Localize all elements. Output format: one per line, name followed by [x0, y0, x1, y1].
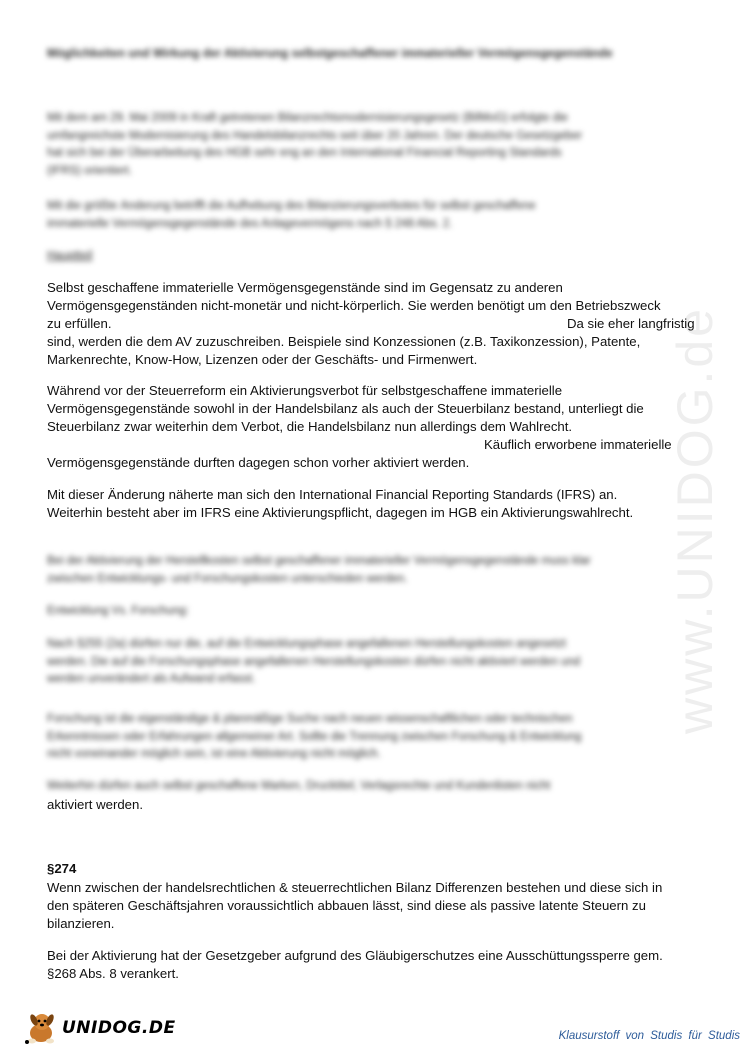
footer-logo [24, 1011, 176, 1045]
text-line: §268 Abs. 8 verankert. [47, 966, 179, 981]
paragraph-tax-reform [47, 382, 707, 472]
text-line: hat sich bei der Überarbeitung des HGB sehr eng an den International Financial Reporting Standards [47, 147, 562, 159]
text-line: Mit dieser Änderung näherte man sich den International Financial Reporting Standards (IFRS) an. [47, 487, 618, 502]
text-line: Markenrechte, Know-How, Lizenzen oder der Geschäfts- und Firmenwert. [47, 352, 478, 367]
text-line: immaterielle Vermögensgegenstände des Anlagevermögens nach § 248 Abs. 2. [47, 217, 453, 230]
text-line: Vermögensgegenstände sowohl in der Handelsbilanz als auch der Steuerbilanz bestand, unterliegt die [47, 401, 644, 416]
paragraph-blurred-research [47, 711, 707, 764]
text-line: zwischen Entwicklungs- und Forschungskosten unterschieden werden. [47, 572, 408, 585]
text-line: werden. Die auf die Forschungsphase angefallenen Herstellungskosten dürfen nicht aktiviert werden und [47, 655, 581, 668]
dog-mascot-icon [24, 1011, 60, 1045]
watermark-text: www.UNIDOG.de [667, 306, 723, 734]
footer-tagline: Klausurstoff von Studis für Studis [558, 1030, 740, 1042]
text-line: Mit dem am 29. Mai 2009 in Kraft getretenen Bilanzrechtsmodernisierungsgesetz (BilMoG) erfolgte die [47, 112, 568, 124]
text-line: den späteren Geschäftsjahren voraussichtlich abbauen lässt, sind diese als passive latente Steuern zu [47, 898, 646, 913]
text-line: werden unverändert als Aufwand erfasst. [47, 673, 256, 685]
text-line: Mit die größte Änderung betrifft die Aufhebung des Bilanzierungsverbotes für selbst geschaffene [47, 200, 536, 212]
intro-paragraph-blurred [47, 110, 707, 180]
paragraph-blurred-brands: Weiterhin dürfen auch selbst geschaffene Marken, Drucktitel, Verlagsrechte und Kundenlisten nicht [47, 780, 551, 792]
text-line: Forschung ist die eigenständige & planmäßige Suche nach neuen wissenschaftlichen oder technischen [47, 713, 573, 725]
subheading-blurred: Entwicklung Vs. Forschung: [47, 605, 189, 617]
intro-paragraph2-blurred [47, 198, 707, 233]
text-line: Bei der Aktivierung hat der Gesetzgeber aufgrund des Gläubigerschutzes eine Ausschüttungssperre gem. [47, 948, 663, 963]
text-line: (IFRS) orientiert. [47, 164, 132, 177]
text-line: Wenn zwischen der handelsrechtlichen & steuerrechtlichen Bilanz Differenzen bestehen und diese sich in [47, 880, 663, 895]
text-line: sind, werden die dem AV zuzuschreiben. Beispiele sind Konzessionen (z.B. Taxikonzession), Patente, [47, 334, 641, 349]
text-line: nicht voneinander möglich sein, ist eine Aktivierung nicht möglich. [47, 748, 381, 760]
text-line: Vermögensgegenständen nicht-monetär und nicht-körperlich. Sie werden benötigt um den Betriebszweck [47, 298, 661, 313]
paragraph-ifrs [47, 486, 707, 522]
main-heading-blurred: Hauptteil [47, 250, 93, 262]
paragraph-blurred-production-costs [47, 553, 707, 588]
logo-text: UNIDOG.DE [62, 1018, 176, 1038]
text-line: bilanzieren. [47, 916, 115, 931]
text-line: Vermögensgegenstände durften dagegen schon vorher aktiviert werden. [47, 455, 470, 470]
text-line: Selbst geschaffene immaterielle Vermögensgegenstände sind im Gegensatz zu anderen [47, 280, 563, 295]
paragraph-distribution-block [47, 947, 707, 983]
text-line: Weiterhin besteht aber im IFRS eine Aktivierungspflicht, dagegen im HGB ein Aktivierungswahlrecht. [47, 505, 634, 520]
paragraph-deferred-taxes [47, 879, 707, 933]
text-line [47, 315, 707, 333]
text-line: Käuflich erworbene immaterielle [484, 437, 672, 452]
text-line: Steuerbilanz zwar weiterhin dem Verbot, die Handelsbilanz nun allerdings dem Wahlrecht. [47, 419, 573, 434]
document-title: Möglichkeiten und Wirkung der Aktivierung selbstgeschaffener immaterieller Vermögensgegenstände [47, 48, 613, 60]
paragraph-intangible-assets [47, 279, 707, 369]
text-line: Bei der Aktivierung der Herstellkosten selbst geschaffener immaterieller Vermögensgegenstände muss klar [47, 555, 591, 567]
text-line: umfangreichste Modernisierung des Handelsbilanzrechts seit über 20 Jahren. Der deutsche Gesetzgeber [47, 129, 583, 142]
text-fragment: Da sie eher langfristig [567, 316, 695, 331]
text-line: Erkenntnissen oder Erfahrungen allgemeiner Art. Sollte die Trennung zwischen Forschung & Entwicklung [47, 730, 582, 743]
paragraph-activated: aktiviert werden. [47, 797, 144, 812]
text-fragment: zu erfüllen. [47, 316, 112, 331]
text-line: Während vor der Steuerreform ein Aktivierungsverbot für selbstgeschaffene immaterielle [47, 383, 563, 398]
section-heading-274: §274 [47, 861, 77, 876]
text-line: Nach §255 (2a) dürfen nur die, auf die Entwicklungsphase angefallenen Herstellungskosten angesetzt [47, 638, 567, 650]
paragraph-blurred-development [47, 636, 707, 689]
